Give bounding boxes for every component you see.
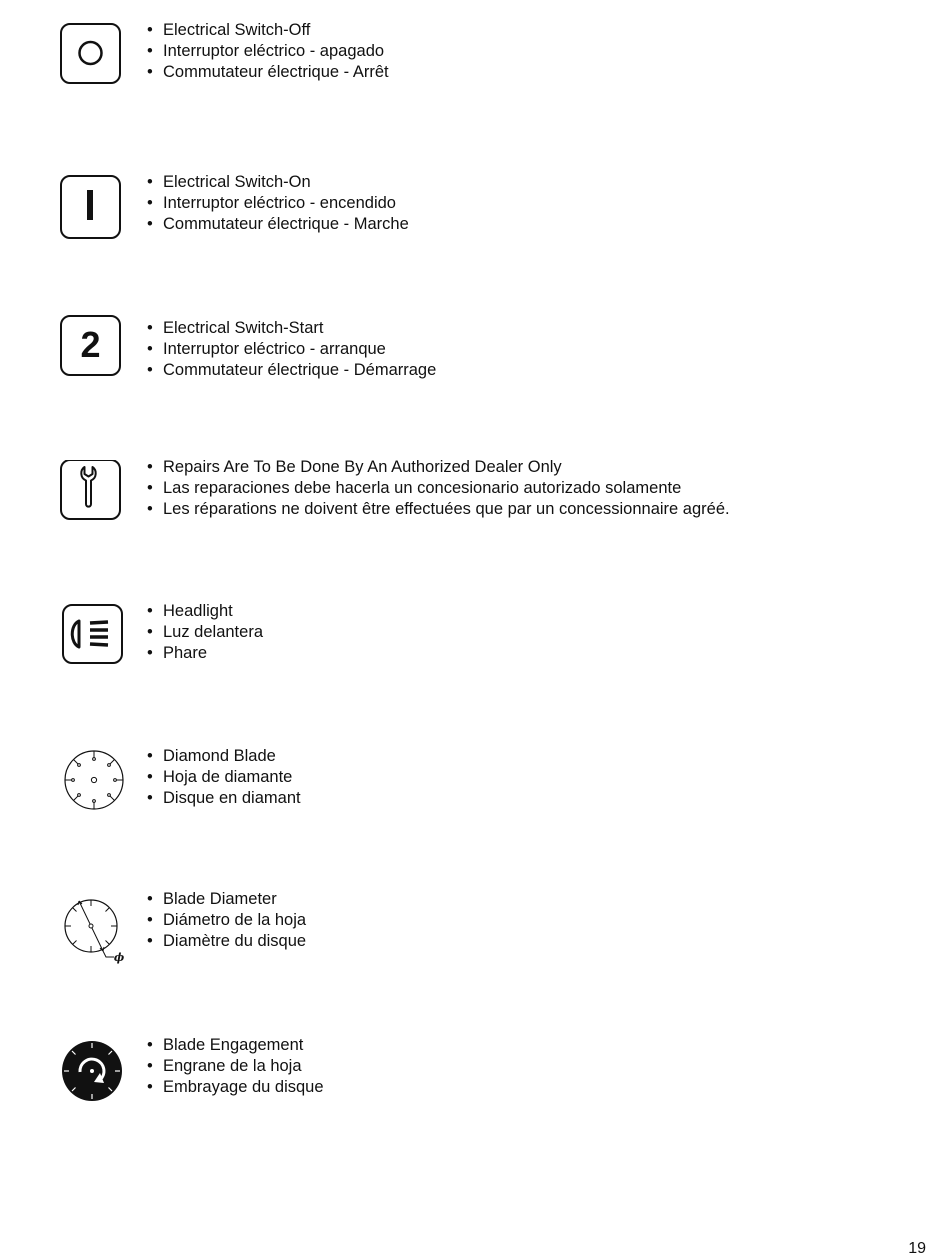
description-spanish: • Interruptor eléctrico - arranque: [145, 339, 436, 360]
symbol-description: [145, 889, 306, 951]
description-french: • Disque en diamant: [145, 788, 301, 809]
description-english: • Electrical Switch-On: [145, 172, 409, 193]
description-english: • Electrical Switch-Off: [145, 20, 389, 41]
description-french: • Diamètre du disque: [145, 931, 306, 952]
description-english: • Diamond Blade: [145, 746, 301, 767]
description-french: • Phare: [145, 643, 263, 664]
diamond-blade-icon: [58, 748, 126, 814]
switch-start-icon: [58, 314, 126, 380]
description-english: • Blade Engagement: [145, 1035, 324, 1056]
description-english: • Repairs Are To Be Done By An Authorized Dealer Only: [145, 457, 730, 478]
page-number: 19: [908, 1240, 926, 1257]
description-spanish: • Las reparaciones debe hacerla un concesionario autorizado solamente: [145, 478, 730, 499]
symbol-description: [145, 20, 389, 82]
symbol-entry-switch-off: [0, 22, 950, 132]
symbol-entry-blade-engagement: [0, 1036, 950, 1150]
symbol-description: [145, 1035, 324, 1097]
symbol-entry-switch-on: [0, 174, 950, 284]
description-french: • Commutateur électrique - Arrêt: [145, 62, 389, 83]
switch-start-numeral: 2: [80, 324, 101, 365]
symbol-description: [145, 457, 730, 519]
description-spanish: • Hoja de diamante: [145, 767, 301, 788]
symbol-entry-switch-start: [0, 314, 950, 424]
symbol-description: [145, 601, 263, 663]
wrench-icon: [58, 460, 126, 526]
blade-engagement-icon: [58, 1040, 126, 1106]
description-spanish: • Luz delantera: [145, 622, 263, 643]
description-spanish: • Engrane de la hoja: [145, 1056, 324, 1077]
symbol-entry-blade-diameter: [0, 890, 950, 1005]
description-english: • Electrical Switch-Start: [145, 318, 436, 339]
description-spanish: • Diámetro de la hoja: [145, 910, 306, 931]
description-french: • Commutateur électrique - Marche: [145, 214, 409, 235]
switch-off-icon: [58, 22, 126, 88]
symbol-entry-headlight: [0, 603, 950, 713]
description-french: • Embrayage du disque: [145, 1077, 324, 1098]
symbol-description: [145, 746, 301, 808]
symbol-description: [145, 318, 436, 380]
headlight-icon: [58, 603, 126, 669]
switch-on-icon: [58, 174, 126, 240]
diameter-symbol: ϕ: [113, 951, 125, 964]
blade-diameter-icon: [58, 895, 126, 965]
description-english: • Headlight: [145, 601, 263, 622]
symbol-description: [145, 172, 409, 234]
description-french: • Les réparations ne doivent être effectuées que par un concessionnaire agréé.: [145, 499, 730, 520]
symbol-entry-diamond-blade: [0, 748, 950, 858]
description-english: • Blade Diameter: [145, 889, 306, 910]
description-french: • Commutateur électrique - Démarrage: [145, 360, 436, 381]
description-spanish: • Interruptor eléctrico - apagado: [145, 41, 389, 62]
symbol-entry-authorized-repair: [0, 460, 950, 570]
description-spanish: • Interruptor eléctrico - encendido: [145, 193, 409, 214]
